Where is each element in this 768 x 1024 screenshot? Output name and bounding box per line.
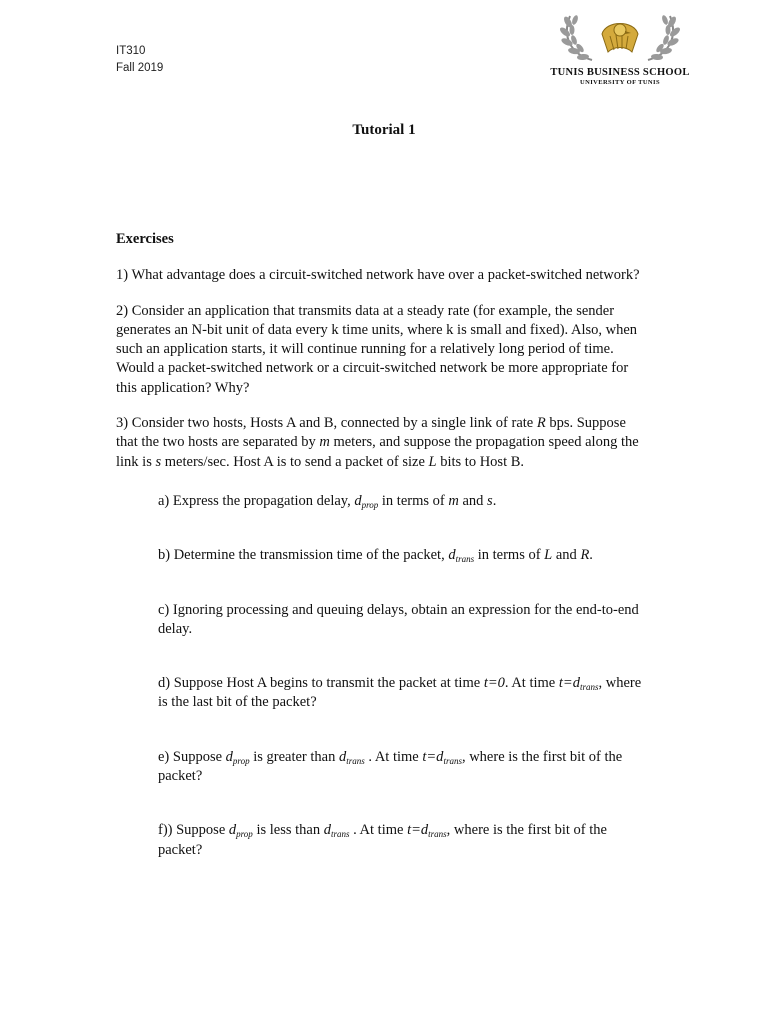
laurel-emblem-icon: [540, 8, 700, 68]
question-3d: d) Suppose Host A begins to transmit the packet at time t=0. At time $t=d_{trans}$, where is the last bit of the packet?: [158, 675, 642, 711]
exercise-content: [116, 230, 646, 860]
question-1: 1) What advantage does a circuit-switched network have over a packet-switched network?: [116, 267, 640, 284]
document-title: Tutorial 1: [352, 122, 416, 138]
question-2: 2) Consider an application that transmits data at a steady rate (for example, the sender generates an N-bit unit of data every k time units, where k is small and fixed). Also, when such an application starts, it will continue running for a relatively long period of time. Would a packet-switched network or a circuit-switched network be more appropriate for this application? Why?: [116, 302, 638, 396]
course-term: Fall 2019: [116, 62, 164, 74]
question-3c: c) Ignoring processing and queuing delays, obtain an expression for the end-to-end delay.: [158, 601, 639, 637]
question-3: 3) Consider two hosts, Hosts A and B, connected by a single link of rate R bps. Suppose that the two hosts are separated by m meters, and suppose the propagation speed along the link is s meters/sec. Host A is to send a packet of size L bits to Host B.: [116, 415, 639, 470]
university-name: UNIVERSITY OF TUNIS: [580, 79, 660, 86]
school-name: TUNIS BUSINESS SCHOOL: [550, 67, 690, 78]
question-3e: e) Suppose $d_{prop}$ is greater than $d_{trans}$ . At time $t=d_{trans}$, where is the first bit of the packet?: [158, 748, 623, 785]
question-3a: a) Express the propagation delay, $d_{prop}$ in terms of m and s.: [158, 492, 497, 510]
section-heading: Exercises: [116, 231, 174, 247]
course-header: [116, 43, 163, 77]
question-3b: b) Determine the transmission time of the packet, $d_{trans}$ in terms of L and R.: [158, 547, 593, 565]
school-logo: [540, 8, 700, 88]
question-3f: f)) Suppose $d_{prop}$ is less than $d_{trans}$ . At time $t=d_{trans}$, where is the first bit of the packet?: [158, 822, 607, 858]
course-code: IT310: [116, 45, 146, 57]
